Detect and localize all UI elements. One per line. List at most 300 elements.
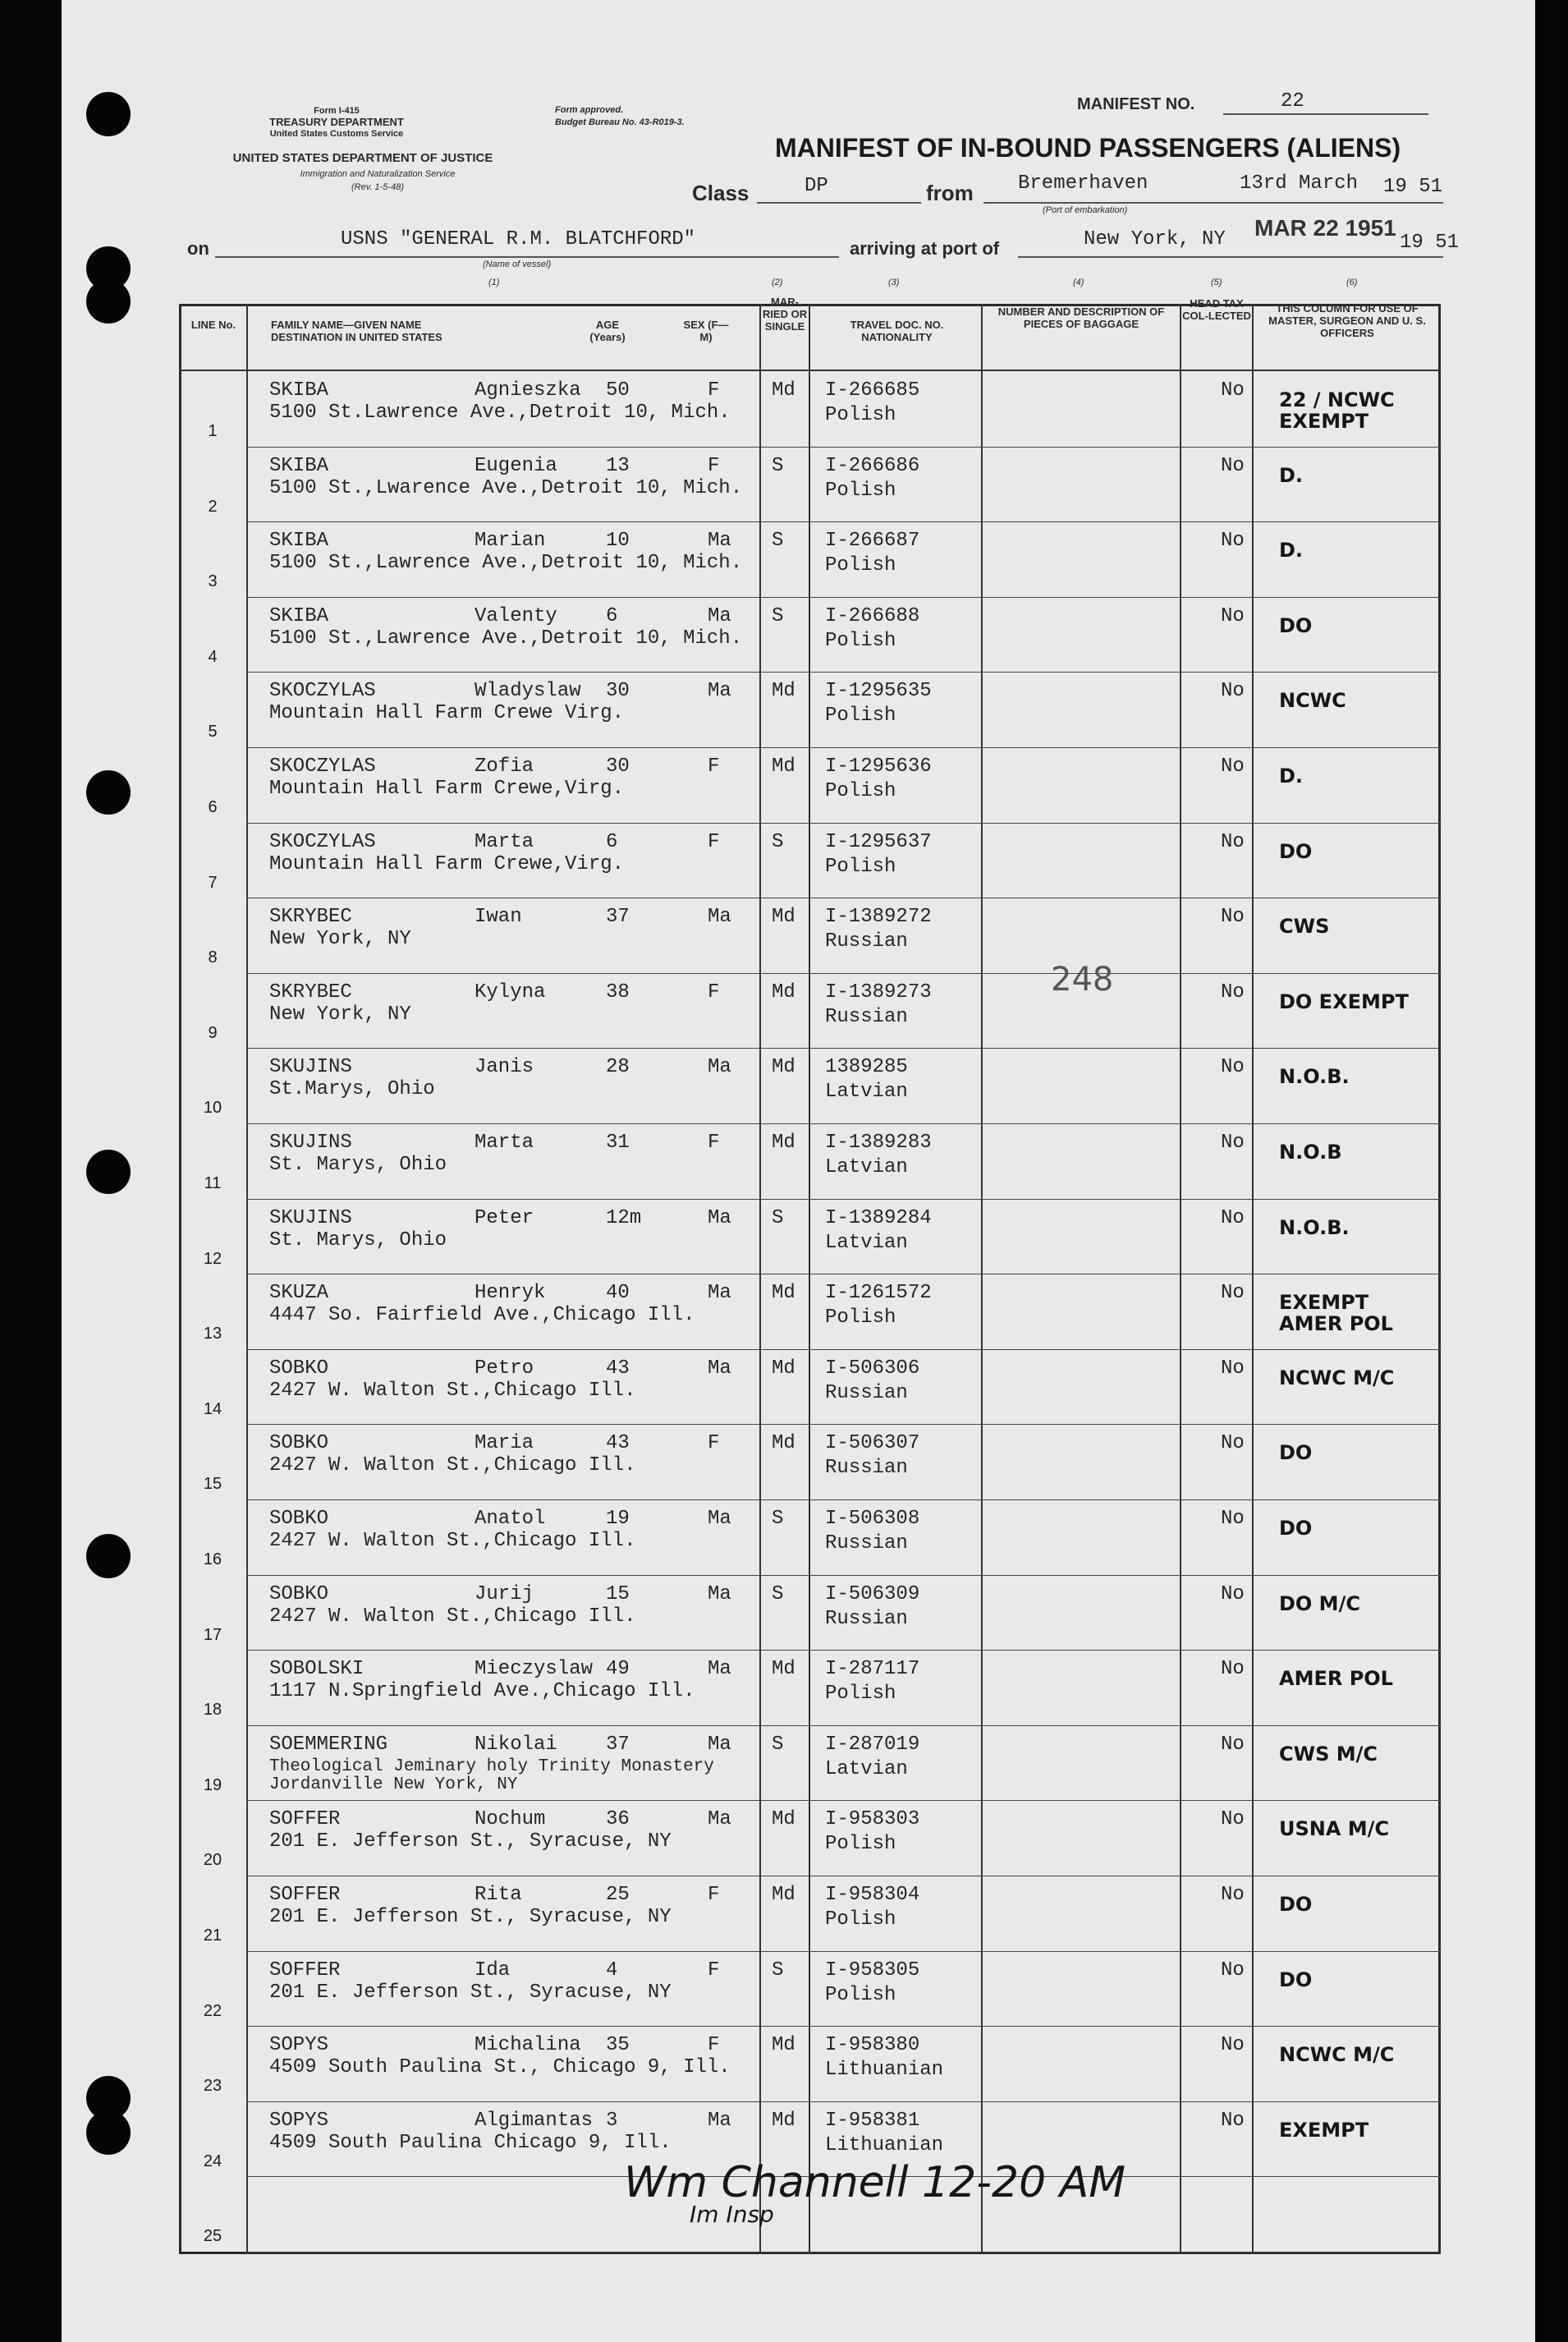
marital-status: Md [772,1658,795,1681]
officer-note: DO [1279,1893,1313,1916]
arrival-date-stamp: MAR 22 1951 [1254,215,1396,241]
sex: Ma [708,1733,731,1756]
officer-note: EXEMPT [1279,2118,1369,2142]
marital-status: Md [772,1056,795,1079]
line-number: 17 [203,1625,222,1644]
row-divider [246,1349,1441,1350]
destination: St.Marys, Ohio [269,1078,435,1101]
line-number: 15 [203,1475,222,1494]
destination: 2427 W. Walton St.,Chicago Ill. [269,1530,636,1552]
punch-hole [86,92,131,136]
travel-doc-number: I-1389284 [825,1206,932,1229]
officer-note: N.O.B. [1279,1215,1350,1239]
travel-doc-number: I-1389273 [825,980,932,1003]
age: 40 [606,1282,630,1305]
officer-note: USNA M/C [1279,1817,1390,1841]
marital-status: Md [772,1282,795,1305]
officer-note: DO [1279,1441,1313,1465]
header-divider [179,370,1441,371]
col-age: AGE (Years) [589,319,626,343]
row-divider [246,823,1441,824]
nationality: Latvian [825,1757,908,1780]
travel-doc-number: I-1389283 [825,1132,932,1154]
sex: Ma [708,1282,731,1305]
nationality: Polish [825,1306,896,1329]
line-number: 14 [203,1399,222,1418]
given-name: Ida [475,1959,511,1982]
age: 37 [606,1733,630,1756]
family-name: SKUZA [269,1282,329,1305]
age: 10 [606,530,630,553]
nationality: Russian [825,1532,908,1554]
age: 4 [606,1959,618,1982]
form-revision: (Rev. 1-5-48) [351,182,404,192]
nationality: Polish [825,1833,896,1856]
head-tax: No [1221,906,1245,929]
nationality: Russian [825,930,908,953]
age: 19 [606,1508,630,1530]
head-tax: No [1221,755,1245,778]
sex: F [708,830,720,853]
age: 30 [606,680,630,703]
nationality: Russian [825,1005,908,1028]
head-tax: No [1221,1582,1245,1605]
age: 49 [606,1658,630,1681]
sex: F [708,2034,720,2057]
given-name: Wladyslaw [475,680,581,703]
destination: 201 E. Jefferson St., Syracuse, NY [269,1830,672,1853]
marital-status: Md [772,1432,795,1455]
manifest-number-label: MANIFEST NO. [1077,95,1195,113]
officer-note: D. [1279,765,1304,788]
sex: Ma [708,1206,731,1229]
given-name: Kylyna [475,980,546,1003]
family-name: SOFFER [269,1808,341,1831]
departure-year: 19 51 [1383,176,1443,198]
line-number: 11 [204,1174,222,1192]
marital-status: Md [772,1884,795,1906]
head-tax: No [1221,1432,1245,1455]
age: 43 [606,1432,630,1455]
age: 35 [606,2034,630,2057]
punch-hole [86,2110,131,2155]
officer-note: EXEMPT AMER POL [1279,1291,1393,1336]
family-name: SOBOLSKI [269,1658,364,1681]
sex: Ma [708,680,731,703]
col-sex: SEX (F—M) [683,319,729,343]
head-tax: No [1221,530,1245,553]
col-married: MAR-RIED OR SINGLE [762,296,808,333]
officer-note: AMER POL [1279,1667,1393,1691]
age: 30 [606,755,630,778]
family-name: SKUJINS [269,1132,352,1154]
family-name: SOBKO [269,1508,329,1530]
line-number: 9 [208,1023,218,1042]
travel-doc-number: I-266687 [825,530,920,553]
marital-status: Md [772,980,795,1003]
row-divider [246,1800,1441,1801]
travel-doc-number: I-958305 [825,1959,920,1982]
col-name: FAMILY NAME—GIVEN NAME DESTINATION IN UNITED STATES [271,319,442,343]
row-divider [246,1048,1441,1049]
head-tax: No [1221,1508,1245,1530]
head-tax: No [1221,830,1245,853]
officer-note: DO [1279,1517,1313,1540]
head-tax: No [1221,680,1245,703]
travel-doc-number: I-266685 [825,379,920,402]
inspector-title: Im Insp [690,2201,774,2228]
age: 6 [606,604,618,627]
sex: Ma [708,1056,731,1079]
row-divider [246,672,1441,673]
officer-note: DO EXEMPT [1279,990,1409,1013]
sex: F [708,1959,720,1982]
punch-hole [86,279,131,324]
destination: 4509 South Paulina St., Chicago 9, Ill. [269,2056,731,2079]
colnum-6: (6) [1346,278,1358,287]
family-name: SOPYS [269,2109,329,2132]
destination: 2427 W. Walton St.,Chicago Ill. [269,1379,636,1402]
destination: 201 E. Jefferson St., Syracuse, NY [269,1981,672,2004]
marital-status: Md [772,755,795,778]
destination: Mountain Hall Farm Crewe,Virg. [269,778,625,800]
travel-doc-number: I-958304 [825,1884,920,1906]
class-value: DP [805,175,828,197]
destination: St. Marys, Ohio [269,1228,447,1251]
nationality: Polish [825,554,896,577]
line-number: 25 [203,2227,222,2246]
marital-status: S [772,530,784,553]
head-tax: No [1221,379,1245,402]
sex: F [708,755,720,778]
arrival-port: New York, NY [1084,228,1226,250]
destination: 4509 South Paulina Chicago 9, Ill. [269,2131,672,2154]
age: 15 [606,1582,630,1605]
family-name: SKIBA [269,604,329,627]
travel-doc-number: I-958303 [825,1808,920,1831]
destination: 201 E. Jefferson St., Syracuse, NY [269,1906,672,1928]
age: 28 [606,1056,630,1079]
given-name: Agnieszka [475,379,581,402]
treasury-dept: TREASURY DEPARTMENT [269,116,404,128]
travel-doc-number: I-1389272 [825,906,932,929]
arriving-label: arriving at port of [850,238,1000,259]
given-name: Petro [475,1357,534,1380]
head-tax: No [1221,1056,1245,1079]
family-name: SOFFER [269,1884,341,1906]
head-tax: No [1221,1884,1245,1906]
marital-status: S [772,604,784,627]
age: 12m [606,1206,642,1229]
travel-doc-number: I-287019 [825,1733,920,1756]
travel-doc-number: 1389285 [825,1056,908,1079]
nationality: Russian [825,1457,908,1480]
age: 31 [606,1132,630,1154]
age: 3 [606,2109,618,2132]
given-name: Jurij [475,1582,534,1605]
given-name: Rita [475,1884,522,1906]
punch-hole [86,1534,131,1578]
sex: Ma [708,906,731,929]
family-name: SOEMMERING [269,1733,388,1756]
travel-doc-number: I-266688 [825,604,920,627]
budget-bureau: Budget Bureau No. 43-R019-3. [555,117,685,127]
line-number: 19 [203,1775,222,1794]
col-head-tax: HEAD TAX COL-LECTED [1182,297,1251,322]
given-name: Valenty [475,604,557,627]
marital-status: S [772,1733,784,1756]
marital-status: S [772,1582,784,1605]
form-approved: Form approved. [555,105,624,115]
marital-status: Md [772,2034,795,2057]
age: 50 [606,379,630,402]
family-name: SKIBA [269,530,329,553]
travel-doc-number: I-506309 [825,1582,920,1605]
officer-note: N.O.B [1279,1141,1342,1164]
family-name: SKRYBEC [269,980,352,1003]
family-name: SOFFER [269,1959,341,1982]
head-tax: No [1221,454,1245,477]
family-name: SKOCZYLAS [269,680,376,703]
given-name: Mieczyslaw [475,1658,594,1681]
family-name: SOBKO [269,1432,329,1455]
destination: 2427 W. Walton St.,Chicago Ill. [269,1605,636,1628]
row-divider [246,1424,1441,1425]
head-tax: No [1221,604,1245,627]
destination: 2427 W. Walton St.,Chicago Ill. [269,1454,636,1477]
line-number: 6 [208,798,218,816]
line-number: 7 [208,873,218,892]
colnum-3: (3) [888,278,900,287]
destination: Mountain Hall Farm Crewe Virg. [269,702,625,725]
family-name: SKUJINS [269,1206,352,1229]
officer-note: DO [1279,613,1313,637]
destination: St. Marys, Ohio [269,1154,447,1176]
officer-note: NCWC M/C [1279,2043,1395,2067]
nationality: Lithuanian [825,2133,944,2156]
nationality: Polish [825,705,896,728]
sex: Ma [708,604,731,627]
embark-port: Bremerhaven [1018,172,1148,195]
family-name: SKIBA [269,379,329,402]
officer-note: D. [1279,463,1304,487]
vessel-name: USNS "GENERAL R.M. BLATCHFORD" [341,228,696,250]
nationality: Polish [825,1983,896,2006]
marital-status: S [772,1959,784,1982]
sex: Ma [708,1808,731,1831]
destination: New York, NY [269,1003,411,1026]
customs-service: United States Customs Service [269,129,404,139]
head-tax: No [1221,1658,1245,1681]
departure-date: 13rd March [1240,172,1359,195]
sex: Ma [708,2109,731,2132]
manifest-title: MANIFEST OF IN-BOUND PASSENGERS (ALIENS) [775,133,1401,163]
travel-doc-number: I-1295637 [825,830,932,853]
line-number: 10 [203,1099,222,1118]
nationality: Latvian [825,1231,908,1254]
given-name: Algimantas [475,2109,594,2132]
destination: 5100 St.,Lawrence Ave.,Detroit 10, Mich. [269,552,743,575]
line-number: 18 [203,1701,222,1720]
row-divider [246,447,1441,448]
given-name: Marta [475,1132,534,1154]
marital-status: S [772,454,784,477]
family-name: SOPYS [269,2034,329,2057]
officer-note: CWS [1279,915,1330,939]
family-name: SKOCZYLAS [269,755,376,778]
given-name: Nikolai [475,1733,557,1756]
ins-service: Immigration and Naturalization Service [300,169,456,179]
marital-status: Md [772,2109,795,2132]
line-number: 1 [208,422,218,440]
col-travel-doc: TRAVEL DOC. NO. NATIONALITY [850,319,944,343]
nationality: Latvian [825,1081,908,1104]
officer-note: D. [1279,539,1304,563]
manifest-number: 22 [1281,90,1304,113]
col-baggage: NUMBER AND DESCRIPTION OF PIECES OF BAGGAGE [997,305,1165,330]
head-tax: No [1221,1959,1245,1982]
justice-dept: UNITED STATES DEPARTMENT OF JUSTICE [232,151,493,165]
nationality: Polish [825,1683,896,1706]
officer-note: DO M/C [1279,1591,1360,1615]
travel-doc-number: I-1295636 [825,755,932,778]
given-name: Anatol [475,1508,546,1530]
age: 25 [606,1884,630,1906]
officer-note: NCWC M/C [1279,1366,1395,1389]
line-number: 8 [208,948,218,967]
given-name: Eugenia [475,454,557,477]
marital-status: Md [772,1808,795,1831]
col-officers: THIS COLUMN FOR USE OF MASTER, SURGEON AND U. S. OFFICERS [1268,302,1426,339]
nationality: Polish [825,404,896,426]
given-name: Zofia [475,755,534,778]
officer-note: CWS M/C [1279,1742,1378,1766]
nationality: Russian [825,1381,908,1404]
line-number: 22 [203,2001,222,2020]
given-name: Iwan [475,906,522,929]
row-divider [246,2026,1441,2027]
line-number: 13 [203,1325,222,1343]
punch-hole [86,770,131,815]
marital-status: S [772,1508,784,1530]
travel-doc-number: I-506308 [825,1508,920,1530]
agency-block [242,105,431,140]
destination: New York, NY [269,928,411,951]
nationality: Russian [825,1607,908,1630]
destination: 5100 St.,Lwarence Ave.,Detroit 10, Mich. [269,476,743,499]
family-name: SKIBA [269,454,329,477]
colnum-2: (2) [772,278,783,287]
row-divider [246,2101,1441,2102]
embark-caption: (Port of embarkation) [1043,205,1128,215]
arrival-year: 19 51 [1400,232,1460,254]
sex: F [708,1884,720,1906]
given-name: Peter [475,1206,534,1229]
from-label: from [926,181,974,205]
colnum-5: (5) [1211,278,1222,287]
given-name: Maria [475,1432,534,1455]
form-number: Form I-415 [314,106,360,116]
marital-status: S [772,1206,784,1229]
row-divider [246,1123,1441,1124]
colnum-4: (4) [1073,278,1084,287]
family-name: SOBKO [269,1582,329,1605]
age: 38 [606,980,630,1003]
travel-doc-number: I-287117 [825,1658,920,1681]
officer-note: 22 / NCWC EXEMPT [1279,388,1395,433]
row-divider [246,973,1441,974]
line-number: 23 [203,2077,222,2096]
head-tax: No [1221,1132,1245,1154]
travel-doc-number: I-958380 [825,2034,920,2057]
head-tax: No [1221,1733,1245,1756]
destination: 1117 N.Springfield Ave.,Chicago Ill. [269,1680,695,1703]
sex: F [708,1132,720,1154]
line-number: 12 [203,1249,222,1268]
sex: Ma [708,1658,731,1681]
class-label: Class [692,181,750,205]
line-number: 20 [203,1851,222,1870]
nationality: Lithuanian [825,2059,944,2082]
sex: Ma [708,1582,731,1605]
travel-doc-number: I-266686 [825,454,920,477]
baggage-count: 248 [1051,961,1114,999]
family-name: SKRYBEC [269,906,352,929]
age: 43 [606,1357,630,1380]
head-tax: No [1221,1357,1245,1380]
given-name: Marta [475,830,534,853]
head-tax: No [1221,980,1245,1003]
nationality: Polish [825,855,896,878]
travel-doc-number: I-958381 [825,2109,920,2132]
sex: F [708,980,720,1003]
row-divider [246,1725,1441,1726]
age: 13 [606,454,630,477]
officer-note: DO [1279,839,1313,863]
line-number: 3 [208,572,218,591]
head-tax: No [1221,2034,1245,2057]
marital-status: Md [772,1132,795,1154]
line-number: 5 [208,723,218,742]
destination: Theological Jeminary holy Trinity Monastery Jordanville New York, NY [269,1756,714,1794]
line-number: 24 [203,2151,222,2170]
sex: Ma [708,530,731,553]
officer-note: N.O.B. [1279,1065,1350,1089]
row-divider [246,1575,1441,1576]
marital-status: Md [772,906,795,929]
row-divider [246,1650,1441,1651]
given-name: Marian [475,530,546,553]
given-name: Michalina [475,2034,581,2057]
travel-doc-number: I-1295635 [825,680,932,703]
vessel-caption: (Name of vessel) [483,259,552,269]
destination: 5100 St.,Lawrence Ave.,Detroit 10, Mich. [269,627,743,650]
nationality: Polish [825,1908,896,1931]
officer-note: DO [1279,1968,1313,1991]
on-label: on [187,238,209,259]
age: 37 [606,906,630,929]
family-name: SKUJINS [269,1056,352,1079]
sex: F [708,1432,720,1455]
row-divider [246,747,1441,748]
punch-hole [86,1150,131,1194]
marital-status: Md [772,680,795,703]
family-name: SOBKO [269,1357,329,1380]
colnum-1: (1) [488,278,500,287]
head-tax: No [1221,1808,1245,1831]
officer-note: NCWC [1279,689,1346,713]
destination: 4447 So. Fairfield Ave.,Chicago Ill. [269,1304,695,1327]
